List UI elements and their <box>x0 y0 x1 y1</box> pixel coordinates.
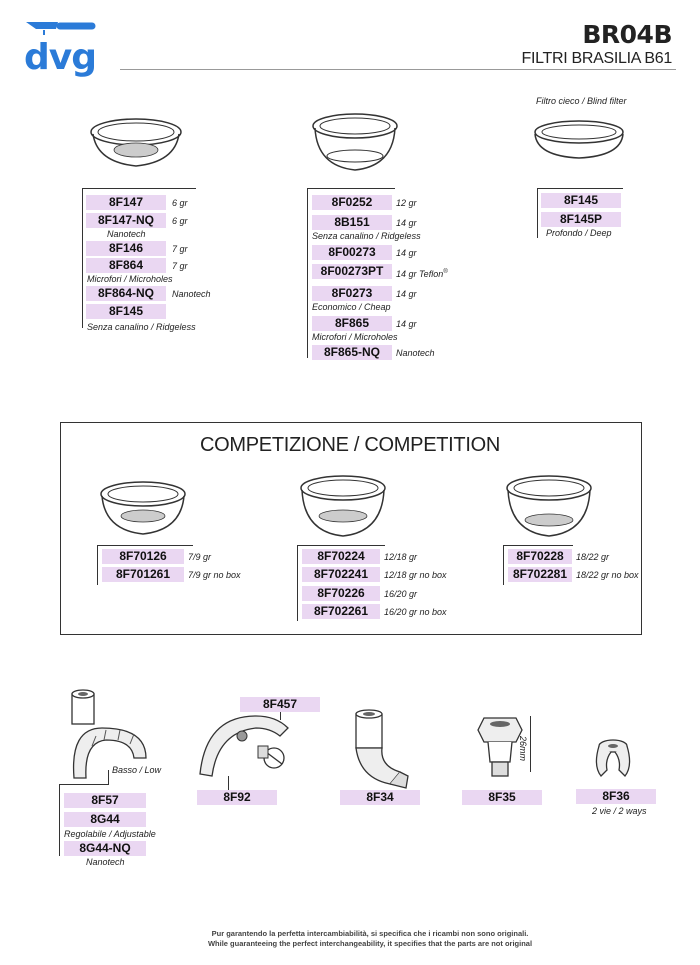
filter-basket-image <box>83 110 193 180</box>
part-code: 8F70224 <box>302 549 380 564</box>
two-way-spout-image <box>591 736 641 784</box>
part-note: Nanotech <box>172 289 211 299</box>
part-code: 8F70126 <box>102 549 184 564</box>
part-note: 12 gr <box>396 198 417 208</box>
dimension-label: 26mm <box>518 736 528 762</box>
part-note: 7 gr <box>172 244 188 254</box>
part-sub: Economico / Cheap <box>312 302 391 312</box>
part-note: 16/20 gr <box>384 589 418 599</box>
part-code: 8F702261 <box>302 604 380 619</box>
part-sub: Senza canalino / Ridgeless <box>87 322 196 332</box>
part-sub: Profondo / Deep <box>546 228 612 238</box>
leader-line <box>297 545 298 621</box>
competition-title: COMPETIZIONE / COMPETITION <box>200 434 500 456</box>
part-code: 8F0273 <box>312 286 392 301</box>
spring-label: Basso / Low <box>112 765 162 775</box>
part-code: 8F701261 <box>102 567 184 582</box>
part-code: 8B151 <box>312 215 392 230</box>
part-sub: Regolabile / Adjustable <box>64 829 156 839</box>
leader-line <box>537 188 623 189</box>
logo <box>24 18 97 80</box>
leader-line <box>297 545 385 546</box>
part-code: 8F35 <box>462 790 542 805</box>
part-sub: 2 vie / 2 ways <box>592 806 647 816</box>
leader-line <box>97 545 98 585</box>
logo-text: dvg <box>24 37 97 78</box>
part-code: 8F147 <box>86 195 166 210</box>
part-note: 18/22 gr no box <box>576 570 639 580</box>
filter-spring-image <box>62 688 152 798</box>
part-code: 8F0252 <box>312 195 392 210</box>
part-note: 14 gr <box>396 218 417 228</box>
part-code: 8F147-NQ <box>86 213 166 228</box>
leader-line <box>108 770 109 784</box>
part-code: 8F145P <box>541 212 621 227</box>
part-code: 8F57 <box>64 793 146 808</box>
part-note: 12/18 gr <box>384 552 418 562</box>
part-note: 7 gr <box>172 261 188 271</box>
page-code: BR04B <box>582 20 672 49</box>
part-sub: Nanotech <box>86 857 125 867</box>
part-note: 14 gr <box>396 289 417 299</box>
part-note: 6 gr <box>172 198 188 208</box>
part-code: 8F145 <box>541 193 621 208</box>
filter-clip-image <box>196 714 306 794</box>
leader-line <box>503 545 504 585</box>
part-code: 8F36 <box>576 789 656 804</box>
part-note <box>396 267 448 280</box>
part-code: 8F145 <box>86 304 166 319</box>
part-note: 14 gr <box>396 319 417 329</box>
part-note: 12/18 gr no box <box>384 570 447 580</box>
spout-image <box>350 708 420 792</box>
leader-line <box>307 188 395 189</box>
leader-line <box>59 784 60 856</box>
part-code: 8F146 <box>86 241 166 256</box>
page-subtitle: FILTRI BRASILIA B61 <box>521 50 672 67</box>
part-note: 7/9 gr <box>188 552 212 562</box>
part-sub: Nanotech <box>107 229 146 239</box>
leader-line <box>537 188 538 238</box>
competition-basket-image <box>290 470 400 545</box>
part-code: 8F864 <box>86 258 166 273</box>
footer-disclaimer-en: While guaranteeing the perfect interchangeability, it specifies that the parts are not original <box>207 939 533 948</box>
competition-basket-image <box>495 470 605 545</box>
part-code: 8F865 <box>312 316 392 331</box>
part-code: 8G44-NQ <box>64 841 146 856</box>
part-code: 8F457 <box>240 697 320 712</box>
part-code: 8F00273 <box>312 245 392 260</box>
part-code: 8F865-NQ <box>312 345 392 360</box>
part-note: 7/9 gr no box <box>188 570 241 580</box>
part-code: 8F70226 <box>302 586 380 601</box>
blind-filter-title: Filtro cieco / Blind filter <box>536 96 627 106</box>
registered-mark: ® <box>443 269 448 275</box>
part-code: 8F864-NQ <box>86 286 166 301</box>
leader-line <box>82 188 83 328</box>
part-code: 8F702281 <box>508 567 572 582</box>
leader-line <box>503 545 573 546</box>
part-code: 8F34 <box>340 790 420 805</box>
part-code: 8F92 <box>197 790 277 805</box>
part-note: 14 gr <box>396 248 417 258</box>
part-note-text: 14 gr Teflon <box>396 269 444 279</box>
leader-line <box>82 188 196 189</box>
leader-line <box>307 188 308 358</box>
part-note: 18/22 gr <box>576 552 610 562</box>
header-rule <box>120 69 676 70</box>
leader-line <box>97 545 193 546</box>
part-note: 16/20 gr no box <box>384 607 447 617</box>
part-code: 8F70228 <box>508 549 572 564</box>
part-code: 8F702241 <box>302 567 380 582</box>
dimension-line <box>530 716 531 772</box>
part-note: 6 gr <box>172 216 188 226</box>
blind-filter-image <box>525 112 635 172</box>
part-code: 8F00273PT <box>312 264 392 279</box>
leader-line <box>59 784 109 785</box>
competition-basket-image <box>90 476 200 546</box>
part-sub: Senza canalino / Ridgeless <box>312 231 421 241</box>
footer-disclaimer-it: Pur garantendo la perfetta intercambiabilità, si specifica che i ricambi non sono originali. <box>211 929 529 938</box>
part-sub: Microfori / Microholes <box>87 274 173 284</box>
filter-basket-image <box>303 106 413 181</box>
part-sub: Microfori / Microholes <box>312 332 398 342</box>
part-note: Nanotech <box>396 348 435 358</box>
part-code: 8G44 <box>64 812 146 827</box>
